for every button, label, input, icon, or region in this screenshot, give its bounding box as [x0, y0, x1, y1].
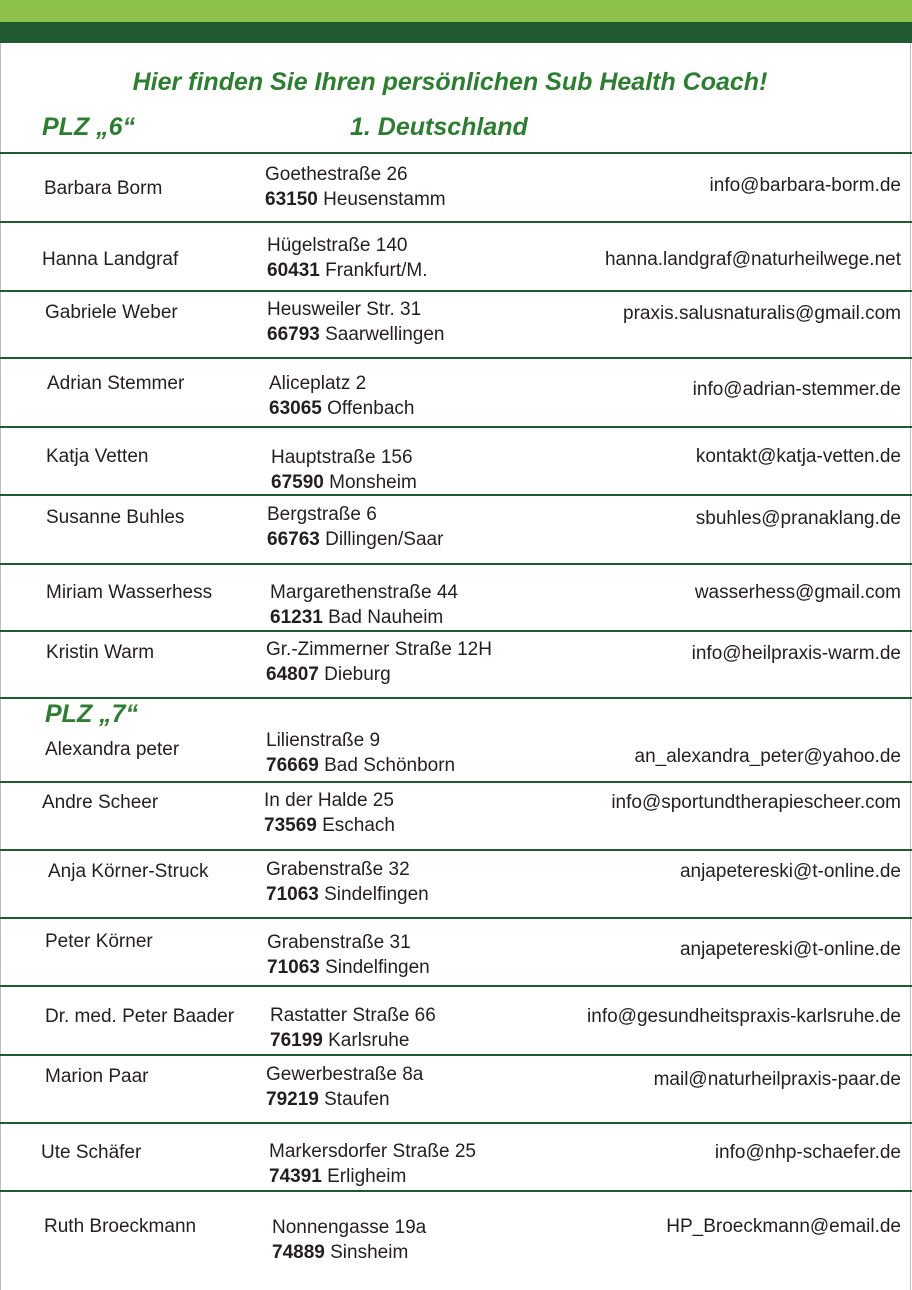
postal-code: 66793 [267, 324, 320, 345]
coach-email: an_alexandra_peter@yahoo.de [634, 746, 901, 767]
postal-code: 64807 [266, 664, 319, 685]
postal-code: 74889 [272, 1242, 325, 1263]
street: Bergstraße 6 [267, 504, 377, 525]
coach-name: Dr. med. Peter Baader [45, 1006, 235, 1027]
zip-city-line [272, 1240, 426, 1265]
postal-code: 71063 [267, 957, 320, 978]
divider [0, 781, 912, 783]
postal-code: 73569 [264, 815, 317, 836]
zip-city-line [264, 813, 395, 838]
street: Markersdorfer Straße 25 [269, 1141, 476, 1162]
coach-email: wasserhess@gmail.com [694, 582, 901, 603]
coach-name: Peter Körner [45, 931, 153, 952]
postal-code: 71063 [266, 884, 319, 905]
divider [0, 494, 912, 496]
divider [0, 1190, 912, 1192]
page-headline: Hier finden Sie Ihren persönlichen Sub Health Coach! [132, 68, 768, 96]
street: Heusweiler Str. 31 [267, 299, 422, 320]
coach-name: Barbara Borm [44, 178, 163, 199]
coach-address [264, 788, 395, 838]
coach-address [269, 1139, 476, 1189]
city: Frankfurt/M. [325, 260, 428, 281]
divider [0, 290, 912, 292]
coach-address [270, 1003, 436, 1053]
coach-email: praxis.salusnaturalis@gmail.com [623, 303, 901, 324]
postal-code: 67590 [271, 472, 324, 493]
street: Grabenstraße 32 [266, 859, 410, 880]
zip-city-line [265, 187, 446, 212]
street: Gr.-Zimmerner Straße 12H [266, 639, 492, 660]
postal-code: 60431 [267, 260, 320, 281]
zip-city-line [267, 955, 430, 980]
coach-name: Katja Vetten [46, 446, 149, 467]
coach-email: info@barbara-borm.de [709, 175, 901, 196]
city: Sindelfingen [325, 957, 430, 978]
divider [0, 1122, 912, 1124]
region-heading: 1. Deutschland [350, 113, 528, 141]
street: In der Halde 25 [264, 790, 394, 811]
coach-name: Adrian Stemmer [47, 373, 185, 394]
coach-email: info@adrian-stemmer.de [692, 379, 901, 400]
coach-name: Ruth Broeckmann [44, 1216, 197, 1237]
coach-address [267, 930, 430, 980]
coach-address [266, 857, 429, 907]
coach-address [267, 233, 428, 283]
coach-address [267, 502, 443, 552]
zip-city-line [269, 396, 414, 421]
coach-address [271, 445, 417, 495]
zip-city-line [267, 527, 443, 552]
zip-city-line [270, 605, 458, 630]
divider [0, 152, 912, 154]
coach-email: info@sportundtherapiescheer.com [611, 792, 901, 813]
zip-city-line [266, 662, 492, 687]
postal-code: 76669 [266, 755, 319, 776]
zip-city-line [270, 1028, 436, 1053]
city: Bad Nauheim [328, 607, 444, 628]
coach-name: Susanne Buhles [46, 507, 185, 528]
coach-address [266, 728, 455, 778]
coach-address [266, 1062, 423, 1112]
divider [0, 849, 912, 851]
coach-address [269, 371, 414, 421]
postal-code: 74391 [269, 1166, 322, 1187]
street: Hügelstraße 140 [267, 235, 408, 256]
coach-email: kontakt@katja-vetten.de [695, 446, 901, 467]
city: Eschach [322, 815, 395, 836]
coach-name: Andre Scheer [42, 792, 159, 813]
plz-7-heading: PLZ „7“ [45, 700, 139, 728]
coach-name: Ute Schäfer [41, 1142, 142, 1163]
city: Sinsheim [330, 1242, 409, 1263]
postal-code: 61231 [270, 607, 323, 628]
coach-address [266, 637, 492, 687]
zip-city-line [271, 470, 417, 495]
street: Nonnengasse 19a [272, 1217, 427, 1238]
divider [0, 917, 912, 919]
coach-address [272, 1215, 426, 1265]
postal-code: 63150 [265, 189, 318, 210]
zip-city-line [266, 1087, 423, 1112]
coach-email: sbuhles@pranaklang.de [695, 508, 901, 529]
divider [0, 357, 912, 359]
zip-city-line [266, 753, 455, 778]
coach-name: Gabriele Weber [45, 302, 178, 323]
plz-6-heading: PLZ „6“ [42, 113, 136, 141]
coach-email: hanna.landgraf@naturheilwege.net [604, 249, 901, 270]
street: Hauptstraße 156 [271, 447, 413, 468]
coach-email: info@gesundheitspraxis-karlsruhe.de [587, 1006, 901, 1027]
coach-address [270, 580, 458, 630]
coach-email: info@nhp-schaefer.de [714, 1142, 901, 1163]
city: Karlsruhe [328, 1030, 410, 1051]
coach-email: info@heilpraxis-warm.de [691, 643, 901, 664]
city: Bad Schönborn [324, 755, 456, 776]
divider [0, 985, 912, 987]
coach-name: Anja Körner-Struck [48, 861, 209, 882]
divider [0, 426, 912, 428]
city: Sindelfingen [324, 884, 429, 905]
city: Saarwellingen [325, 324, 445, 345]
coach-email: anjapetereski@t-online.de [679, 939, 901, 960]
divider [0, 563, 912, 565]
coach-email: HP_Broeckmann@email.de [666, 1216, 901, 1237]
coach-name: Hanna Landgraf [42, 249, 179, 270]
coach-email: mail@naturheilpraxis-paar.de [653, 1069, 901, 1090]
street: Goethestraße 26 [265, 164, 408, 185]
street: Margarethenstraße 44 [270, 582, 458, 603]
postal-code: 66763 [267, 529, 320, 550]
divider [0, 697, 912, 699]
coach-address [265, 162, 446, 212]
page-border-left [0, 43, 1, 1290]
city: Staufen [324, 1089, 390, 1110]
street: Grabenstraße 31 [267, 932, 411, 953]
city: Monsheim [329, 472, 417, 493]
city: Dieburg [324, 664, 391, 685]
zip-city-line [266, 882, 429, 907]
city: Offenbach [327, 398, 415, 419]
coach-address [267, 297, 444, 347]
page-border-right [910, 43, 911, 1290]
divider [0, 1054, 912, 1056]
street: Gewerbestraße 8a [266, 1064, 424, 1085]
postal-code: 76199 [270, 1030, 323, 1051]
zip-city-line [267, 322, 444, 347]
coach-name: Marion Paar [45, 1066, 149, 1087]
divider [0, 221, 912, 223]
city: Dillingen/Saar [325, 529, 444, 550]
divider [0, 630, 912, 632]
coach-name: Miriam Wasserhess [46, 582, 213, 603]
city: Heusenstamm [323, 189, 446, 210]
zip-city-line [267, 258, 428, 283]
street: Lilienstraße 9 [266, 730, 381, 751]
postal-code: 63065 [269, 398, 322, 419]
city: Erligheim [327, 1166, 407, 1187]
header-band-light [0, 0, 912, 22]
header-band-dark [0, 22, 912, 43]
street: Rastatter Straße 66 [270, 1005, 436, 1026]
postal-code: 79219 [266, 1089, 319, 1110]
coach-name: Kristin Warm [46, 642, 155, 663]
coach-email: anjapetereski@t-online.de [679, 861, 901, 882]
zip-city-line [269, 1164, 476, 1189]
street: Aliceplatz 2 [269, 373, 367, 394]
coach-name: Alexandra peter [45, 739, 180, 760]
